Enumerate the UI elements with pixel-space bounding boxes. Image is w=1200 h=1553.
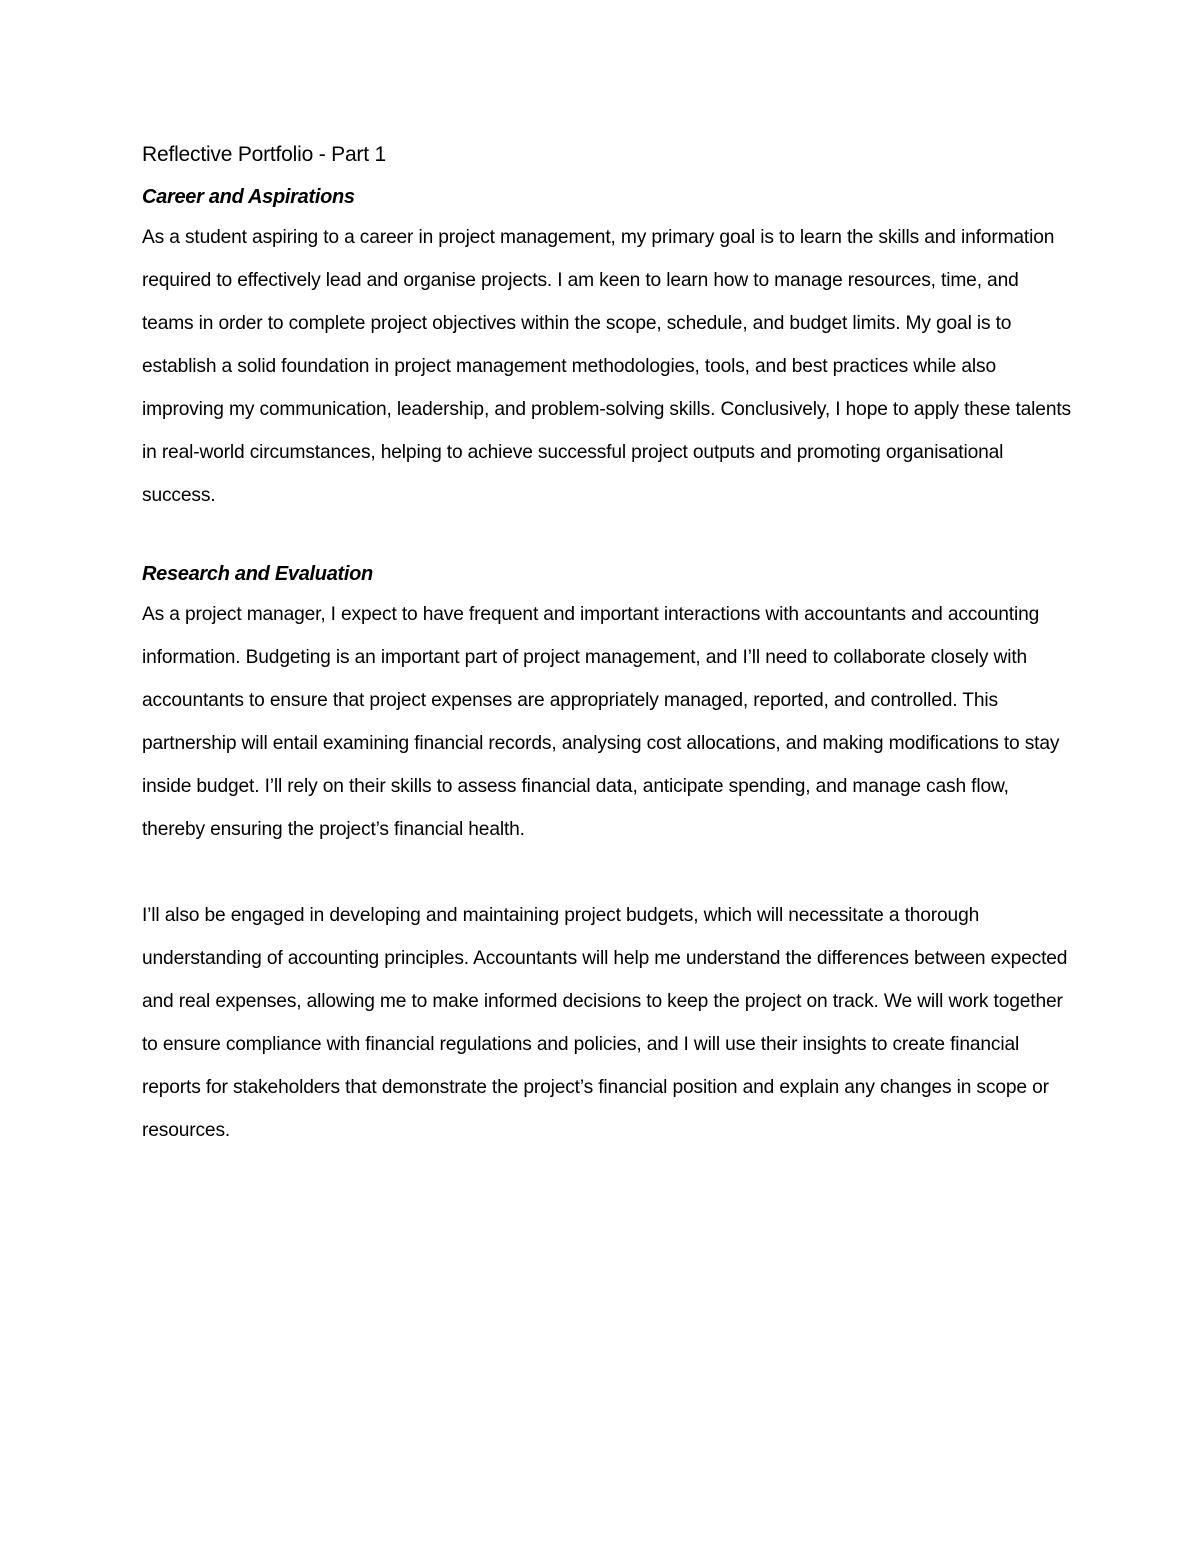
paragraph-spacer xyxy=(142,851,1072,894)
document-title: Reflective Portfolio - Part 1 xyxy=(142,143,386,166)
section-spacer xyxy=(142,517,1072,559)
section-heading-research: Research and Evaluation xyxy=(142,563,373,585)
paragraph-research-1: As a project manager, I expect to have frequent and important interactions with accountants and accounting information. Budgeting is an important part of project management, and I’ll need to collaborate closely with accountants to ensure that project expenses are appropriately managed, reported, and controlled. This partnership will entail examining financial records, analysing cost allocations, and making modifications to stay inside budget. I’ll rely on their skills to assess financial data, anticipate spending, and manage cash flow, thereby ensuring the project’s financial health. xyxy=(142,604,1060,840)
document-body xyxy=(142,138,1072,1152)
section-heading-career: Career and Aspirations xyxy=(142,186,355,208)
paragraph-career-1: As a student aspiring to a career in project management, my primary goal is to learn the skills and information required to effectively lead and organise projects. I am keen to learn how to manage resources, time, and teams in order to complete project objectives within the scope, schedule, and budget limits. My goal is to establish a solid foundation in project management methodologies, tools, and best practices while also improving my communication, leadership, and problem-solving skills. Conclusively, I hope to apply these talents in real-world circumstances, helping to achieve successful project outputs and promoting organisational success. xyxy=(142,227,1071,506)
paragraph-research-2: I’ll also be engaged in developing and maintaining project budgets, which will necessitate a thorough understanding of accounting principles. Accountants will help me understand the differences between expected and real expenses, allowing me to make informed decisions to keep the project on track. We will work together to ensure compliance with financial regulations and policies, and I will use their insights to create financial reports for stakeholders that demonstrate the project’s financial position and explain any changes in scope or resources. xyxy=(142,905,1068,1141)
